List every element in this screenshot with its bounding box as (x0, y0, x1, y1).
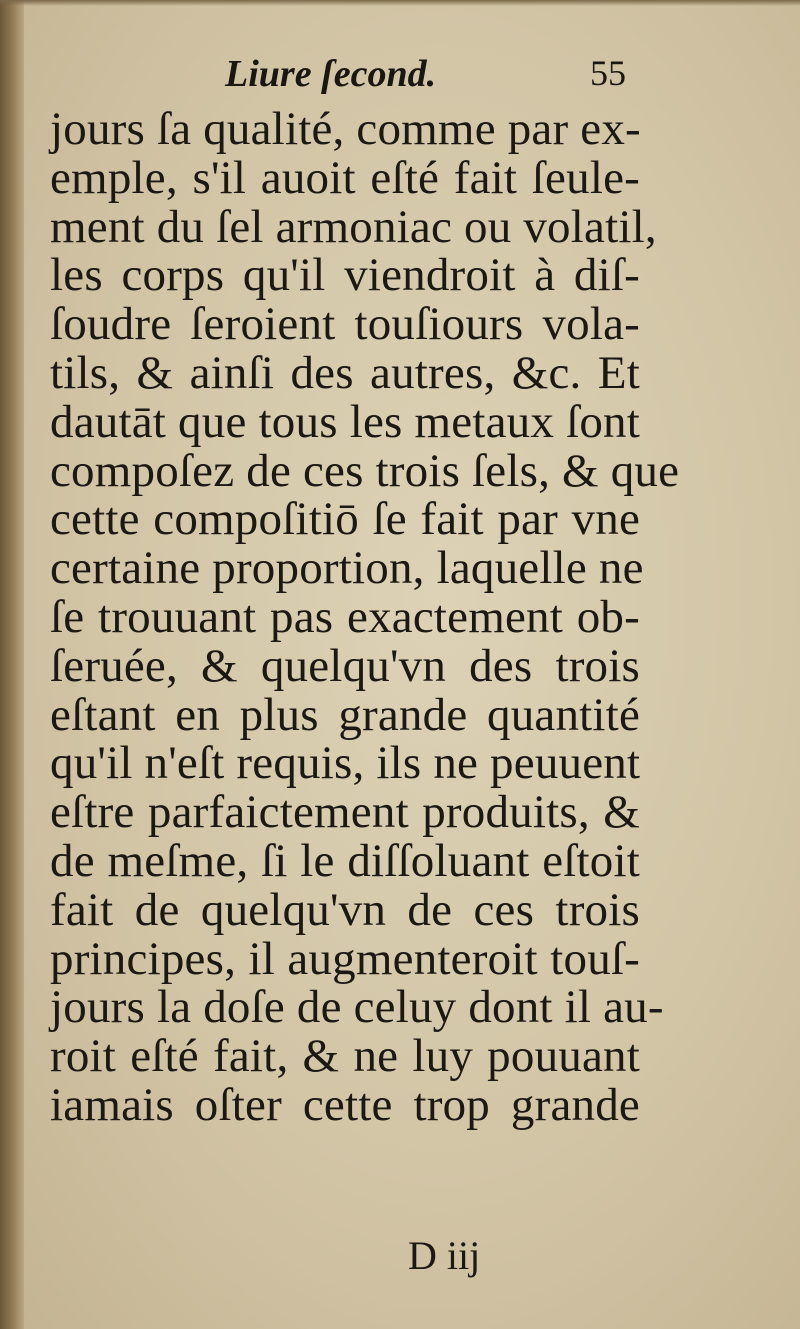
text-line: ment du ſel armoniac ou volatil, (50, 200, 657, 253)
text-line: fait de quelqu'vn de ces trois (50, 883, 640, 936)
text-line: de meſme, ſi le diſſoluant eſtoit (50, 834, 640, 887)
body-text (50, 103, 680, 1131)
text-line: ſe trouuant pas exactement ob- (50, 590, 640, 643)
text-line: les corps qu'il viendroit à diſ- (50, 249, 640, 302)
text-line: ſoudre ſeroient touſiours vola- (50, 298, 640, 351)
text-line: eſtant en plus grande quantité (50, 688, 640, 741)
page-number: 55 (590, 53, 626, 93)
page-top-edge (0, 0, 800, 6)
text-line: emple, s'il auoit eſté fait ſeule- (50, 151, 640, 204)
text-line: jours ſa qualité, comme par ex- (50, 103, 641, 155)
text-line: jours la doſe de celuy dont il au- (50, 981, 664, 1034)
text-line: roit eſté fait, & ne luy pouuant (50, 1030, 640, 1083)
text-line: qu'il n'eſt requis, ils ne peuuent (50, 737, 641, 790)
text-line: iamais oſter cette trop grande (50, 1078, 640, 1131)
text-line: eſtre parfaictement produits, & (50, 786, 640, 839)
signature-mark: D iij (408, 1233, 481, 1278)
text-line: dautāt que tous les metaux ſont (50, 395, 640, 448)
running-head (50, 52, 650, 102)
running-title: Liure ſecond. (225, 53, 437, 95)
text-line: certaine proportion, laquelle ne (50, 542, 644, 595)
text-line: principes, il augmenteroit touſ- (50, 932, 640, 985)
binding-gutter (0, 0, 24, 1329)
text-line: cette compoſitiō ſe fait par vne (50, 493, 640, 546)
text-line: tils, & ainſi des autres, &c. Et (50, 346, 640, 399)
text-line: compoſez de ces trois ſels, & que (50, 444, 680, 497)
text-line: ſeruée, & quelqu'vn des trois (50, 639, 640, 692)
